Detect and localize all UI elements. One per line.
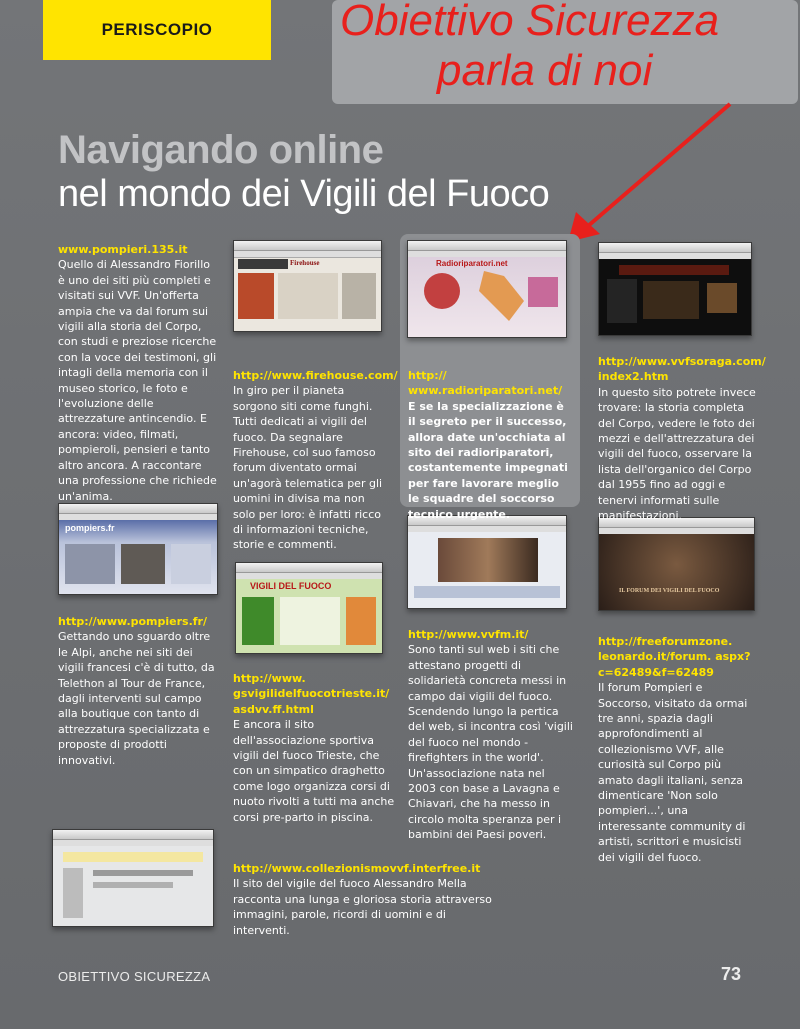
entry-text: Quello di Alessandro Fiorillo è uno dei siti più completi e visitati sui VVF. Un'offerta ampia che va dal forum sui vigili alla storia del Corpo, con studi e preziose ricerche con la voce dei testimoni, gli intagli della memoria con il museo storico, le foto e l'evoluzione delle attrezzature antincendio. E ancora: video, filmati, pompieroli, pensieri e tanto altro ancora. A raccontare una professione che richiede un'anima. <box>58 258 217 503</box>
radio-banner: Radioriparatori.net <box>436 259 508 268</box>
entry-url[interactable]: http://www. gsvigilidelfuocotrieste.it/ asdvv.ff.html <box>233 672 390 716</box>
entry-url[interactable]: http://www.vvfsoraga.com/ index2.htm <box>598 355 766 384</box>
vvfsoraga-screenshot <box>598 242 752 336</box>
pompiers-logo: pompiers.fr <box>65 523 115 533</box>
collezionismo-screenshot <box>52 829 214 927</box>
firehouse-screenshot <box>233 240 382 332</box>
entry-trieste <box>233 671 395 825</box>
article-title-bold: Navigando online <box>58 128 384 172</box>
forum-banner: IL FORUM DEI VIGILI DEL FUOCO <box>619 588 720 594</box>
callout-line-2: parla di noi <box>437 46 653 95</box>
entry-collezionismo <box>233 861 503 938</box>
entry-firehouse <box>233 368 398 553</box>
entry-pompieri135 <box>58 242 218 504</box>
entry-text: In giro per il pianeta sorgono siti come funghi. Tutti dedicati ai vigili del fuoco. Da segnalare Firehouse, col suo famoso forum diventato ormai un'agorà telematica per gli uomini in divisa ma non solo per loro: è infatti ricco di informazioni tecniche, storie e commenti. <box>233 384 383 552</box>
vvfm-screenshot <box>407 515 567 609</box>
article-title-light: nel mondo dei Vigili del Fuoco <box>58 173 550 215</box>
pompiers-screenshot <box>58 503 218 595</box>
entry-url[interactable]: http://www.collezionismovvf.interfree.it <box>233 862 481 875</box>
entry-url[interactable]: http://www.firehouse.com/ <box>233 369 398 382</box>
trieste-banner: VIGILI DEL FUOCO <box>250 581 332 591</box>
entry-text: Sono tanti sul web i siti che attestano progetti di solidarietà concreta messi in campo dai vigili del fuoco. Scendendo lungo la pertica del web, si incontra così 'vigili del fuoco nel mondo - firefighters in the world'. Un'associazione nata nel 2003 con base a Lavagna e Chiavari, che ha messo in circolo molta speranza per i bambini dei Paesi poveri. <box>408 643 573 842</box>
section-tag: PERISCOPIO <box>43 0 271 60</box>
entry-pompiers <box>58 614 218 768</box>
entry-text: E se la specializzazione è il segreto per il successo, allora date un'occhiata al sito dei radioriparatori, costantemente impegnati per fare lavorare meglio le squadre del soccorso tecnico urgente. <box>408 399 568 521</box>
firehouse-logo: Firehouse <box>290 259 320 267</box>
entry-url[interactable]: http://www.pompiers.fr/ <box>58 615 207 628</box>
trieste-screenshot <box>235 562 383 654</box>
entry-url[interactable]: http://www.vvfm.it/ <box>408 628 529 641</box>
entry-url[interactable]: http:// www.radioriparatori.net/ <box>408 369 563 398</box>
entry-vvfm <box>408 627 573 843</box>
entry-url[interactable]: http://freeforumzone. leonardo.it/forum. aspx?c=62489&f=62489 <box>598 635 751 679</box>
freeforumzone-screenshot <box>598 517 755 611</box>
radioriparatori-screenshot <box>407 240 567 338</box>
page-number: 73 <box>721 964 742 984</box>
callout-line-1: Obiettivo Sicurezza <box>340 0 720 45</box>
entry-text: Gettando uno sguardo oltre le Alpi, anche nei siti dei vigili francesi c'è di tutto, da Telethon al Tour de France, dagli interventi sul campo alla boutique con tanto di attrezzatura specializzata e proposte di prodotti innovativi. <box>58 630 215 767</box>
entry-vvfsoraga <box>598 354 766 523</box>
footer-magazine-name: OBIETTIVO SICUREZZA <box>58 969 211 984</box>
entry-text: Il sito del vigile del fuoco Alessandro Mella racconta una lunga e gloriosa storia attraverso immagini, parole, ricordi di uomini e di interventi. <box>233 877 492 937</box>
entry-text: In questo sito potrete invece trovare: la storia completa del Corpo, vedere le foto dei mezzi e dell'attrezzatura dei vigili del fuoco, osservare la lista dell'organico del Corpo dal 1955 fino ad oggi e tenervi informati sulle manifestazioni. <box>598 385 756 523</box>
entry-url[interactable]: www.pompieri.135.it <box>58 243 188 256</box>
entry-freeforumzone <box>598 634 758 865</box>
entry-text: Il forum Pompieri e Soccorso, visitato da ormai tre anni, spazia dagli approfondimenti al collezionismo VVF, alle curiosità sul Corpo più amato dagli italiani, senza dimenticare 'Non solo pompieri...', una interessante community di artisti, scrittori e musicisti dei vigili del fuoco. <box>598 681 748 864</box>
entry-radioriparatori <box>408 368 570 522</box>
entry-text: E ancora il sito dell'associazione sportiva vigili del fuoco Trieste, che con un simpatico draghetto come logo organizza corsi di nuoto rivolti a tutti ma anche corsi pre-parto in piscina. <box>233 718 395 824</box>
